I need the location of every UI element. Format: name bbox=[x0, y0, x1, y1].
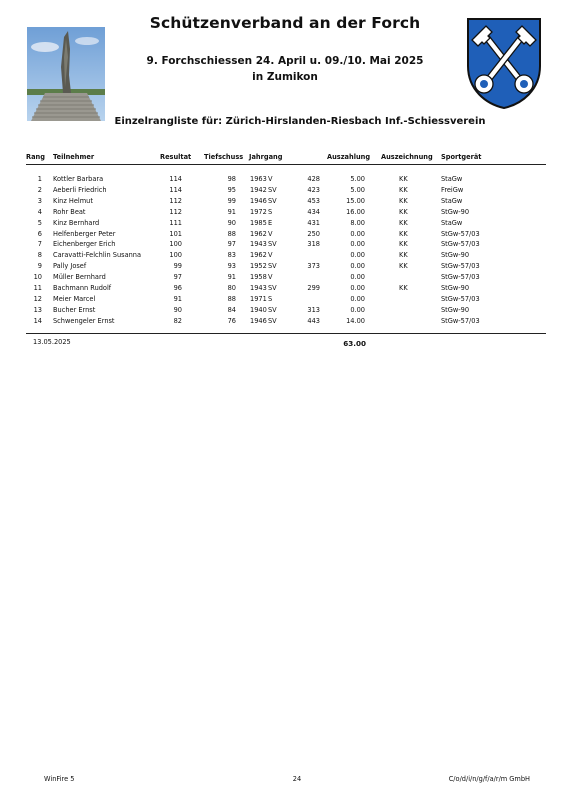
resultat-cell: 100 bbox=[169, 240, 182, 249]
tiefschuss-cell: 76 bbox=[227, 316, 236, 325]
sportgeraet-cell: StaGw bbox=[441, 218, 463, 227]
category-cell: SV bbox=[268, 305, 277, 314]
number-cell: 443 bbox=[307, 316, 320, 325]
col-header-sportgeraet: Sportgerät bbox=[441, 153, 482, 161]
table-row bbox=[0, 175, 570, 186]
table-row bbox=[0, 186, 570, 197]
total-auszahlung: 63.00 bbox=[343, 339, 366, 348]
jahrgang-cell: 1972 bbox=[250, 207, 267, 216]
footer-vendor: C/o/d/i/n/g/f/a/r/m GmbH bbox=[448, 775, 530, 783]
auszeichnung-cell: KK bbox=[399, 207, 408, 216]
auszeichnung-cell: KK bbox=[399, 196, 408, 205]
table-row bbox=[0, 262, 570, 273]
sportgeraet-cell: StGw-57/03 bbox=[441, 262, 480, 271]
auszahlung-cell: 0.00 bbox=[350, 262, 365, 271]
participant-cell: Müller Bernhard bbox=[53, 273, 106, 282]
rang-cell: 11 bbox=[33, 284, 42, 292]
table-row bbox=[0, 273, 570, 284]
participant-cell: Kottler Barbara bbox=[53, 175, 104, 183]
jahrgang-cell: 1985 bbox=[250, 218, 267, 227]
header-rule bbox=[26, 164, 546, 165]
col-header-rang: Rang bbox=[26, 153, 45, 161]
resultat-cell: 82 bbox=[173, 316, 182, 325]
tiefschuss-cell: 88 bbox=[227, 229, 236, 238]
tiefschuss-cell: 98 bbox=[227, 175, 236, 183]
participant-cell: Kinz Helmut bbox=[53, 196, 93, 205]
jahrgang-cell: 1963 bbox=[250, 175, 267, 183]
jahrgang-cell: 1942 bbox=[250, 185, 267, 194]
table-row bbox=[0, 208, 570, 219]
sportgeraet-cell: StGw-90 bbox=[441, 251, 470, 260]
rang-cell: 2 bbox=[37, 185, 42, 194]
rang-cell: 14 bbox=[33, 316, 42, 325]
sportgeraet-cell: StGw-57/03 bbox=[441, 229, 480, 238]
category-cell: SV bbox=[268, 262, 277, 271]
auszahlung-cell: 0.00 bbox=[350, 251, 365, 260]
category-cell: SV bbox=[268, 185, 277, 194]
event-subtitle: 9. Forchschiessen 24. April u. 09./10. Mai 2025 bbox=[146, 55, 424, 67]
col-header-tiefschuss: Tiefschuss bbox=[204, 153, 244, 161]
auszahlung-cell: 15.00 bbox=[346, 196, 365, 205]
rang-cell: 12 bbox=[33, 294, 42, 303]
tiefschuss-cell: 88 bbox=[227, 294, 236, 303]
auszeichnung-cell: KK bbox=[399, 251, 408, 260]
sportgeraet-cell: StGw-90 bbox=[441, 305, 470, 314]
list-date: 13.05.2025 bbox=[33, 338, 71, 346]
tiefschuss-cell: 80 bbox=[227, 284, 236, 292]
number-cell: 434 bbox=[307, 207, 320, 216]
resultat-cell: 111 bbox=[169, 218, 182, 227]
category-cell: SV bbox=[268, 284, 277, 292]
participant-cell: Schwengeler Ernst bbox=[53, 316, 115, 325]
auszahlung-cell: 0.00 bbox=[350, 240, 365, 249]
number-cell: 299 bbox=[307, 284, 320, 292]
resultat-cell: 114 bbox=[169, 175, 182, 183]
auszahlung-cell: 5.00 bbox=[350, 185, 365, 194]
participant-cell: Bachmann Rudolf bbox=[53, 284, 112, 292]
tiefschuss-cell: 97 bbox=[227, 240, 236, 249]
tiefschuss-cell: 83 bbox=[227, 251, 236, 260]
auszahlung-cell: 0.00 bbox=[350, 229, 365, 238]
number-cell: 373 bbox=[307, 262, 320, 271]
participant-cell: Meier Marcel bbox=[53, 294, 96, 303]
rang-cell: 4 bbox=[37, 207, 42, 216]
auszahlung-cell: 0.00 bbox=[350, 273, 365, 282]
tiefschuss-cell: 84 bbox=[227, 305, 236, 314]
auszahlung-cell: 16.00 bbox=[346, 207, 365, 216]
participant-cell: Kinz Bernhard bbox=[53, 218, 100, 227]
participant-cell: Eichenberger Erich bbox=[53, 240, 116, 249]
table-row bbox=[0, 284, 570, 295]
resultat-cell: 100 bbox=[169, 251, 182, 260]
crossed-keys-icon bbox=[464, 16, 544, 110]
category-cell: V bbox=[268, 175, 273, 183]
category-cell: S bbox=[268, 207, 273, 216]
category-cell: S bbox=[268, 294, 273, 303]
col-header-auszahlung: Auszahlung bbox=[327, 153, 371, 161]
number-cell: 453 bbox=[307, 196, 320, 205]
jahrgang-cell: 1962 bbox=[250, 251, 267, 260]
tiefschuss-cell: 91 bbox=[227, 273, 236, 282]
participant-cell: Aeberli Friedrich bbox=[53, 185, 107, 194]
jahrgang-cell: 1943 bbox=[250, 240, 267, 249]
auszahlung-cell: 0.00 bbox=[350, 294, 365, 303]
sportgeraet-cell: StaGw bbox=[441, 196, 463, 205]
event-location: in Zumikon bbox=[252, 71, 318, 83]
jahrgang-cell: 1958 bbox=[250, 273, 267, 282]
table-row bbox=[0, 306, 570, 317]
number-cell: 313 bbox=[307, 305, 320, 314]
auszeichnung-cell: KK bbox=[399, 284, 408, 292]
rang-cell: 6 bbox=[37, 229, 42, 238]
resultat-cell: 112 bbox=[169, 196, 182, 205]
auszahlung-cell: 0.00 bbox=[350, 284, 365, 292]
monument-photo-icon bbox=[27, 27, 105, 121]
table-row bbox=[0, 317, 570, 328]
participant-cell: Bucher Ernst bbox=[53, 305, 96, 314]
number-cell: 318 bbox=[307, 240, 320, 249]
monument-photo bbox=[27, 27, 105, 121]
footer-rule bbox=[26, 333, 546, 334]
resultat-cell: 99 bbox=[173, 262, 182, 271]
resultat-cell: 96 bbox=[173, 284, 182, 292]
col-header-resultat: Resultat bbox=[160, 153, 192, 161]
sportgeraet-cell: StGw-57/03 bbox=[441, 316, 480, 325]
table-row bbox=[0, 197, 570, 208]
rang-cell: 10 bbox=[33, 273, 42, 282]
sportgeraet-cell: StGw-90 bbox=[441, 284, 470, 292]
category-cell: E bbox=[268, 218, 273, 227]
table-row bbox=[0, 230, 570, 241]
rang-cell: 7 bbox=[37, 240, 42, 249]
rang-cell: 9 bbox=[37, 262, 42, 271]
sportgeraet-cell: StGw-57/03 bbox=[441, 240, 480, 249]
number-cell: 423 bbox=[307, 185, 320, 194]
resultat-cell: 90 bbox=[173, 305, 182, 314]
tiefschuss-cell: 95 bbox=[227, 185, 236, 194]
table-row bbox=[0, 251, 570, 262]
participant-cell: Caravatti-Felchlin Susanna bbox=[53, 251, 142, 260]
rang-cell: 13 bbox=[33, 305, 42, 314]
sportgeraet-cell: FreiGw bbox=[441, 185, 464, 194]
auszeichnung-cell: KK bbox=[399, 240, 408, 249]
tiefschuss-cell: 99 bbox=[227, 196, 236, 205]
table-row bbox=[0, 219, 570, 230]
rang-cell: 5 bbox=[37, 218, 42, 227]
footer-software: WinFire 5 bbox=[44, 775, 75, 783]
auszeichnung-cell: KK bbox=[399, 262, 408, 271]
resultat-cell: 91 bbox=[173, 294, 182, 303]
col-header-auszeichnung: Auszeichnung bbox=[381, 153, 433, 161]
jahrgang-cell: 1946 bbox=[250, 196, 267, 205]
tiefschuss-cell: 93 bbox=[227, 262, 236, 271]
resultat-cell: 101 bbox=[169, 229, 182, 238]
rang-cell: 3 bbox=[37, 196, 42, 205]
number-cell: 431 bbox=[307, 218, 320, 227]
jahrgang-cell: 1946 bbox=[250, 316, 267, 325]
col-header-jahrgang: Jahrgang bbox=[249, 153, 283, 161]
tiefschuss-cell: 90 bbox=[227, 218, 236, 227]
jahrgang-cell: 1943 bbox=[250, 284, 267, 292]
category-cell: V bbox=[268, 229, 273, 238]
page-number: 24 bbox=[292, 775, 302, 783]
rang-cell: 8 bbox=[37, 251, 42, 260]
number-cell: 428 bbox=[307, 175, 320, 183]
jahrgang-cell: 1971 bbox=[250, 294, 267, 303]
category-cell: SV bbox=[268, 196, 277, 205]
category-cell: V bbox=[268, 273, 273, 282]
sportgeraet-cell: StaGw bbox=[441, 175, 463, 183]
jahrgang-cell: 1940 bbox=[250, 305, 267, 314]
col-header-teilnehmer: Teilnehmer bbox=[53, 153, 95, 161]
auszeichnung-cell: KK bbox=[399, 229, 408, 238]
number-cell: 250 bbox=[307, 229, 320, 238]
category-cell: SV bbox=[268, 316, 277, 325]
rang-cell: 1 bbox=[37, 175, 42, 183]
auszahlung-cell: 8.00 bbox=[350, 218, 365, 227]
participant-cell: Rohr Beat bbox=[53, 207, 86, 216]
participant-cell: Helfenberger Peter bbox=[53, 229, 116, 238]
resultat-cell: 114 bbox=[169, 185, 182, 194]
jahrgang-cell: 1962 bbox=[250, 229, 267, 238]
auszeichnung-cell: KK bbox=[399, 175, 408, 183]
resultat-cell: 97 bbox=[173, 273, 182, 282]
auszeichnung-cell: KK bbox=[399, 185, 408, 194]
coat-of-arms bbox=[464, 16, 544, 110]
sportgeraet-cell: StGw-57/03 bbox=[441, 294, 480, 303]
tiefschuss-cell: 91 bbox=[227, 207, 236, 216]
auszahlung-cell: 0.00 bbox=[350, 305, 365, 314]
sportgeraet-cell: StGw-57/03 bbox=[441, 273, 480, 282]
page-title: Schützenverband an der Forch bbox=[149, 14, 421, 32]
auszahlung-cell: 14.00 bbox=[346, 316, 365, 325]
sportgeraet-cell: StGw-90 bbox=[441, 207, 470, 216]
table-row bbox=[0, 295, 570, 306]
category-cell: SV bbox=[268, 240, 277, 249]
auszahlung-cell: 5.00 bbox=[350, 175, 365, 183]
participant-cell: Pally Josef bbox=[53, 262, 87, 271]
table-row bbox=[0, 240, 570, 251]
resultat-cell: 112 bbox=[169, 207, 182, 216]
jahrgang-cell: 1952 bbox=[250, 262, 267, 271]
ranking-list-title: Einzelrangliste für: Zürich-Hirslanden-Riesbach Inf.-Schiessverein bbox=[114, 116, 486, 127]
category-cell: V bbox=[268, 251, 273, 260]
auszeichnung-cell: KK bbox=[399, 218, 408, 227]
